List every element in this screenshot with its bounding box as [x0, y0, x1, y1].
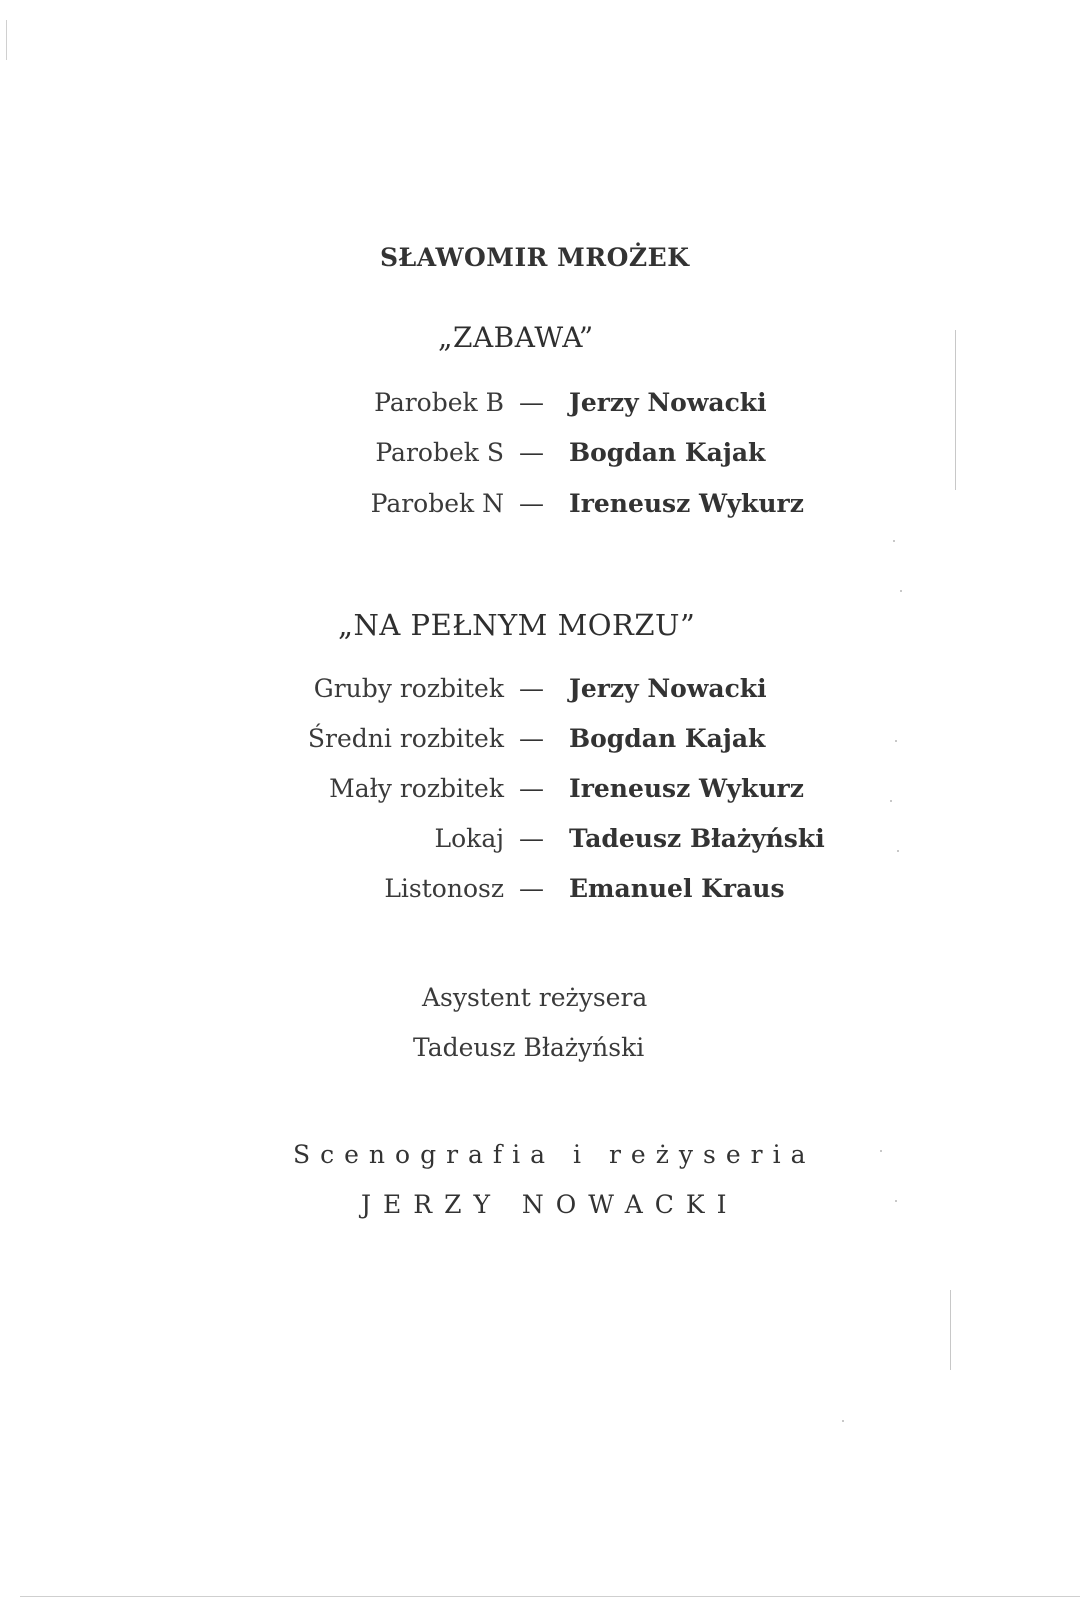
cast-row	[0, 674, 1092, 714]
scan-edge-line-bottom	[20, 1596, 1080, 1597]
play-title-zabawa: „ZABAWA”	[438, 321, 594, 354]
assistant-director-label: Asystent reżysera	[422, 983, 648, 1012]
cast-actor: Bogdan Kajak	[569, 724, 766, 753]
cast-actor: Tadeusz Błażyński	[569, 824, 825, 853]
cast-role: Średni rozbitek	[307, 724, 504, 753]
cast-actor: Jerzy Nowacki	[569, 388, 767, 417]
cast-role: Parobek B	[374, 388, 504, 417]
cast-dash: —	[519, 674, 544, 703]
cast-role: Gruby rozbitek	[313, 674, 504, 703]
assistant-director-name: Tadeusz Błażyński	[413, 1033, 645, 1062]
cast-row	[0, 388, 1092, 428]
cast-role: Parobek N	[370, 489, 504, 518]
play-title-na-pelnym-morzu: „NA PEŁNYM MORZU”	[338, 608, 696, 642]
cast-row	[0, 824, 1092, 864]
cast-row	[0, 724, 1092, 764]
cast-dash: —	[519, 724, 544, 753]
cast-dash: —	[519, 824, 544, 853]
author-name: SŁAWOMIR MROŻEK	[380, 243, 690, 272]
cast-dash: —	[519, 874, 544, 903]
cast-dash: —	[519, 438, 544, 467]
cast-actor: Emanuel Kraus	[569, 874, 785, 903]
cast-row	[0, 489, 1092, 529]
director-name: JERZY NOWACKI	[361, 1190, 739, 1219]
cast-actor: Ireneusz Wykurz	[569, 774, 804, 803]
cast-role: Lokaj	[434, 824, 504, 853]
cast-role: Parobek S	[375, 438, 504, 467]
cast-dash: —	[519, 489, 544, 518]
cast-role: Mały rozbitek	[329, 774, 504, 803]
cast-row	[0, 874, 1092, 914]
cast-role: Listonosz	[384, 874, 504, 903]
cast-dash: —	[519, 388, 544, 417]
cast-actor: Jerzy Nowacki	[569, 674, 767, 703]
cast-dash: —	[519, 774, 544, 803]
direction-label: Scenografia i reżyseria	[293, 1140, 816, 1169]
cast-actor: Bogdan Kajak	[569, 438, 766, 467]
cast-row	[0, 774, 1092, 814]
cast-actor: Ireneusz Wykurz	[569, 489, 804, 518]
scan-edge-line-left	[6, 20, 7, 60]
cast-row	[0, 438, 1092, 478]
